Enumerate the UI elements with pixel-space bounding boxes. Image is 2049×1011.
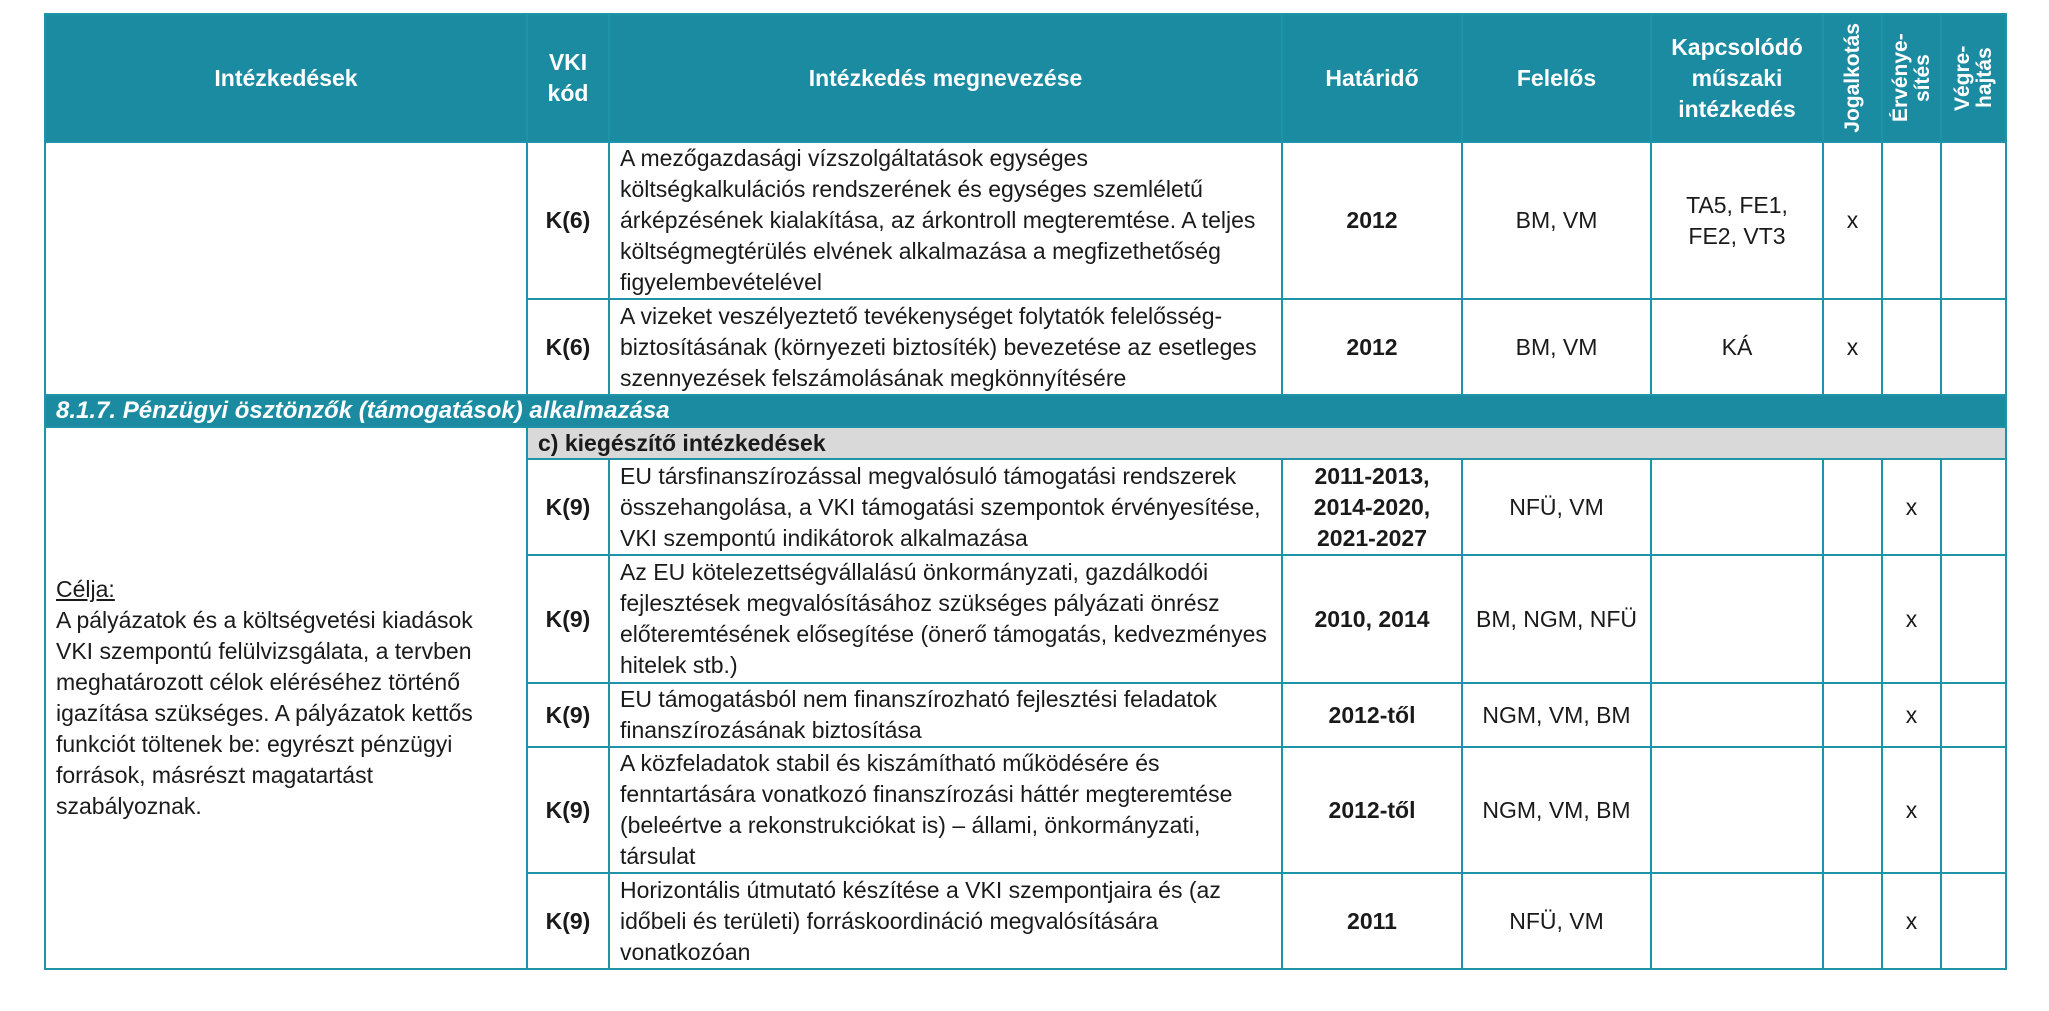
header-name: Intézkedés megnevezése [609, 14, 1282, 142]
legislation-mark [1823, 873, 1882, 969]
legislation-mark [1823, 683, 1882, 747]
subtitle-cell: c) kiegészítő intézkedések [527, 427, 2006, 459]
code-cell: K(9) [527, 747, 609, 873]
header-responsible: Felelős [1462, 14, 1651, 142]
code-cell: K(9) [527, 873, 609, 969]
goal-cell [45, 427, 527, 969]
legislation-mark: x [1823, 299, 1882, 395]
section-title: 8.1.7. Pénzügyi ösztönzők (támogatások) alkalmazása [45, 395, 2006, 427]
related-cell: TA5, FE1, FE2, VT3 [1651, 142, 1823, 299]
code-cell: K(6) [527, 299, 609, 395]
description-cell: EU támogatásból nem finanszírozható fejlesztési feladatok finanszírozásának biztosítása [609, 683, 1282, 747]
execution-mark [1941, 459, 2006, 555]
header-legislation: Jogalkotás [1840, 23, 1864, 133]
description-cell: Az EU kötelezettségvállalású önkormányzati, gazdálkodói fejlesztések megvalósításához szükséges pályázati önrész előteremtésének elősegítése (önerő támogatás, kedvezményes hitelek stb.) [609, 555, 1282, 683]
deadline-cell: 2010, 2014 [1282, 555, 1462, 683]
responsible-cell: NGM, VM, BM [1462, 747, 1651, 873]
code-cell: K(9) [527, 683, 609, 747]
related-cell [1651, 747, 1823, 873]
goal-text: A pályázatok és a költségvetési kiadások VKI szempontú felülvizsgálata, a tervben meghatározott célok eléréséhez történő igazítása szükséges. A pályázatok kettős funkciót töltenek be: egyrészt pénzügyi források, másrészt magatartást szabályoznak. [56, 607, 473, 819]
deadline-cell: 2012-től [1282, 747, 1462, 873]
table-row [45, 142, 2006, 299]
description-cell: A vizeket veszélyeztető tevékenységet folytatók felelősség-biztosításának (környezeti biztosíték) bevezetése az esetleges szennyezések felszámolásának megkönnyítésére [609, 299, 1282, 395]
related-cell [1651, 683, 1823, 747]
responsible-cell: NFÜ, VM [1462, 873, 1651, 969]
header-measures: Intézkedések [45, 14, 527, 142]
related-cell [1651, 555, 1823, 683]
header-enforcement-cell [1882, 14, 1941, 142]
execution-mark [1941, 873, 2006, 969]
responsible-cell: NFÜ, VM [1462, 459, 1651, 555]
execution-mark [1941, 142, 2006, 299]
responsible-cell: BM, NGM, NFÜ [1462, 555, 1651, 683]
header-deadline: Határidő [1282, 14, 1462, 142]
execution-mark [1941, 747, 2006, 873]
legislation-mark [1823, 459, 1882, 555]
legislation-mark [1823, 555, 1882, 683]
description-cell: Horizontális útmutató készítése a VKI szempontjaira és (az időbeli és területi) forráskoordináció megvalósítására vonatkozóan [609, 873, 1282, 969]
empty-measures-cell [45, 142, 527, 395]
responsible-cell: NGM, VM, BM [1462, 683, 1651, 747]
deadline-cell: 2011 [1282, 873, 1462, 969]
code-cell: K(9) [527, 555, 609, 683]
legislation-mark [1823, 747, 1882, 873]
code-cell: K(6) [527, 142, 609, 299]
header-code: VKI kód [527, 14, 609, 142]
deadline-cell: 2012 [1282, 142, 1462, 299]
deadline-cell: 2011-2013, 2014-2020, 2021-2027 [1282, 459, 1462, 555]
execution-mark [1941, 683, 2006, 747]
related-cell [1651, 873, 1823, 969]
goal-label: Célja: [56, 576, 115, 602]
responsible-cell: BM, VM [1462, 142, 1651, 299]
enforcement-mark: x [1882, 459, 1941, 555]
measures-table [44, 13, 2007, 970]
description-cell: A közfeladatok stabil és kiszámítható működésére és fenntartására vonatkozó finanszírozási háttér megteremtése (beleértve a rekonstrukciókat is) – állami, önkormányzati, társulat [609, 747, 1282, 873]
deadline-cell: 2012-től [1282, 683, 1462, 747]
header-legislation-cell [1823, 14, 1882, 142]
enforcement-mark: x [1882, 747, 1941, 873]
enforcement-mark: x [1882, 683, 1941, 747]
related-cell [1651, 459, 1823, 555]
execution-mark [1941, 555, 2006, 683]
enforcement-mark [1882, 142, 1941, 299]
code-cell: K(9) [527, 459, 609, 555]
enforcement-mark: x [1882, 555, 1941, 683]
header-row [45, 14, 2006, 142]
responsible-cell: BM, VM [1462, 299, 1651, 395]
header-execution: Végre-hajtás [1950, 45, 1996, 111]
header-execution-cell [1941, 14, 2006, 142]
enforcement-mark [1882, 299, 1941, 395]
description-cell: EU társfinanszírozással megvalósuló támogatási rendszerek összehangolása, a VKI támogatási szempontok érvényesítése, VKI szempontú indikátorok alkalmazása [609, 459, 1282, 555]
deadline-cell: 2012 [1282, 299, 1462, 395]
header-related: Kapcsolódó műszaki intézkedés [1651, 14, 1823, 142]
related-cell: KÁ [1651, 299, 1823, 395]
enforcement-mark: x [1882, 873, 1941, 969]
legislation-mark: x [1823, 142, 1882, 299]
description-cell: A mezőgazdasági vízszolgáltatások egységes költségkalkulációs rendszerének és egységes szemléletű árképzésének kialakítása, az árkontroll megteremtése. A teljes költségmegtérülés elvének alkalmazása a megfizethetőség figyelembevételével [609, 142, 1282, 299]
subtitle-row [45, 427, 2006, 459]
header-enforcement: Érvénye-sítés [1888, 33, 1934, 123]
execution-mark [1941, 299, 2006, 395]
section-header-row [45, 395, 2006, 427]
